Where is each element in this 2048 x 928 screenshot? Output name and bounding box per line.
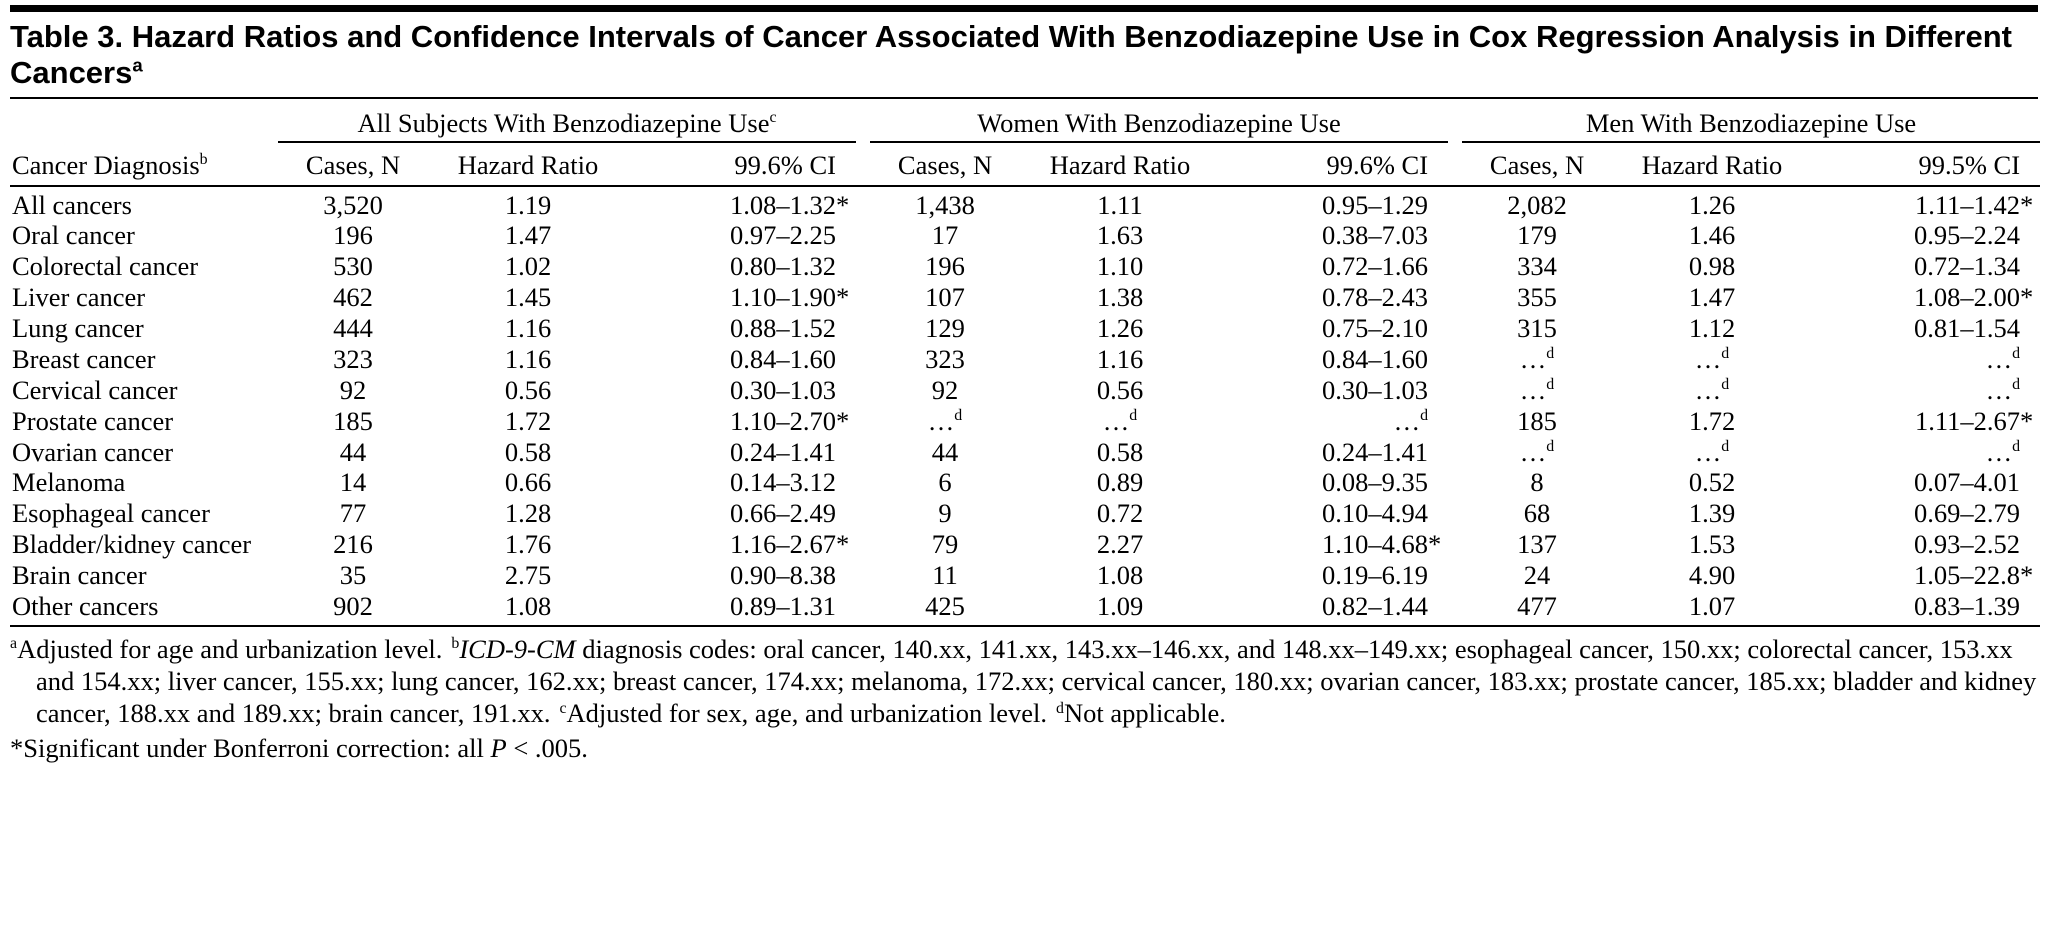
diagnosis-cell: Cervical cancer xyxy=(12,374,178,405)
ci-cell: 0.24–1.41 xyxy=(730,436,836,467)
cases-cell: 35 xyxy=(339,560,367,591)
group-gap xyxy=(1448,529,1462,560)
cases-header: Cases, N xyxy=(870,142,1020,186)
superscript-marker: d xyxy=(1546,375,1555,393)
hazard-ratio-cell: 1.08 xyxy=(428,591,628,626)
hazard-ratio-cell: 1.10 xyxy=(1096,251,1144,282)
ci-cell: …$^d$ xyxy=(1985,436,2021,467)
superscript-marker: c xyxy=(769,108,777,126)
ci-cell: 1.11–1.42* xyxy=(1915,189,2034,220)
ci-cell: 1.10–1.90* xyxy=(730,282,850,313)
ci-header: 99.5% CI xyxy=(1812,142,2040,186)
ci-cell: 0.10–4.94 xyxy=(1322,498,1429,529)
ci-cell: 0.81–1.54 xyxy=(1914,313,2021,344)
ci-cell: 0.95–1.29 xyxy=(1322,189,1429,220)
diagnosis-cell: Colorectal cancer xyxy=(12,251,199,282)
hazard-ratio-table xyxy=(10,99,2040,627)
cases-cell: 3,520 xyxy=(323,189,383,220)
hazard-ratio-cell: 1.39 xyxy=(1688,498,1736,529)
superscript-marker: b xyxy=(199,150,208,168)
group-header-row xyxy=(10,99,2040,142)
table-row xyxy=(10,186,2040,221)
cases-cell: 902 xyxy=(278,591,428,626)
hazard-ratio-header: Hazard Ratio xyxy=(1020,142,1220,186)
superscript-marker: d xyxy=(1721,375,1730,393)
hazard-ratio-cell: 1.02 xyxy=(504,251,552,282)
hazard-ratio-cell: 1.11 xyxy=(1097,189,1143,220)
superscript-marker: d xyxy=(1546,437,1555,455)
hazard-ratio-cell: 0.72 xyxy=(1096,498,1144,529)
ci-cell: 0.97–2.25 xyxy=(730,220,836,251)
group-gap xyxy=(856,498,870,529)
hazard-ratio-cell: 0.98 xyxy=(1688,251,1736,282)
cases-cell: 129 xyxy=(925,313,965,344)
ci-header: 99.6% CI xyxy=(628,142,856,186)
diagnosis-cell: Other cancers xyxy=(10,591,278,626)
column-header-row xyxy=(10,142,2040,186)
hazard-ratio-cell: 1.26 xyxy=(1096,313,1144,344)
hazard-ratio-cell: 1.63 xyxy=(1096,220,1144,251)
hazard-ratio-cell: 1.26 xyxy=(1688,189,1736,220)
superscript-marker: d xyxy=(1721,437,1730,455)
cases-cell: 11 xyxy=(932,560,958,591)
ci-cell: 1.08–1.32* xyxy=(730,189,850,220)
footnote-text: Adjusted for age and urbanization level. xyxy=(17,633,443,664)
cases-cell: 14 xyxy=(339,467,367,498)
hazard-ratio-cell: …$^d$ xyxy=(1102,405,1138,436)
group-header: Men With Benzodiazepine Use xyxy=(1462,99,2040,142)
diagnosis-cell: All cancers xyxy=(12,189,132,220)
table-body xyxy=(10,186,2040,626)
group-gap xyxy=(856,220,870,251)
hazard-ratio-cell: 1.28 xyxy=(504,498,552,529)
ci-cell: 0.84–1.60 xyxy=(1322,343,1429,374)
hazard-ratio-cell: …$^d$ xyxy=(1694,436,1730,467)
ci-cell: 0.88–1.52 xyxy=(730,313,836,344)
hazard-ratio-cell: 0.58 xyxy=(504,436,552,467)
cases-cell: 315 xyxy=(1517,313,1557,344)
cases-cell: 185 xyxy=(333,405,373,436)
group-gap xyxy=(1448,344,1462,375)
cases-cell: …$^d$ xyxy=(927,405,963,436)
superscript-marker: d xyxy=(1129,406,1138,424)
cases-cell: 355 xyxy=(1517,282,1557,313)
group-header: All Subjects With Benzodiazepine Use$^c$ xyxy=(278,99,856,142)
ci-cell: 1.16–2.67* xyxy=(730,529,850,560)
ci-cell: …$^d$ xyxy=(1985,343,2021,374)
ci-cell: 0.69–2.79 xyxy=(1914,498,2021,529)
table-title-text: Table 3. Hazard Ratios and Confidence Intervals of Cancer Associated With Benzodiazepine Use in Cox Regression Analysis in Different Cancers xyxy=(10,19,2012,91)
table-head xyxy=(10,99,2040,186)
ci-cell: 0.95–2.24 xyxy=(1914,220,2021,251)
superscript-marker: d xyxy=(1546,345,1555,363)
table-row xyxy=(10,251,2040,282)
group-gap xyxy=(856,142,870,186)
table-title xyxy=(10,12,2038,97)
hazard-ratio-cell: 0.52 xyxy=(1688,467,1736,498)
cases-cell: 196 xyxy=(925,251,965,282)
hazard-ratio-cell: 2.27 xyxy=(1096,529,1144,560)
hazard-ratio-cell: 1.12 xyxy=(1688,313,1736,344)
hazard-ratio-cell: 1.16 xyxy=(504,343,552,374)
italic-text: P xyxy=(490,732,507,763)
diagnosis-header: Cancer Diagnosis$^b$ xyxy=(10,142,278,186)
cases-cell: 444 xyxy=(333,313,373,344)
table-row xyxy=(10,375,2040,406)
hazard-ratio-cell: 1.08 xyxy=(1096,560,1144,591)
group-gap xyxy=(1448,142,1462,186)
superscript-marker: d xyxy=(2012,375,2021,393)
cases-cell: 323 xyxy=(925,343,965,374)
ci-cell: 0.93–2.52 xyxy=(1914,529,2021,560)
diagnosis-cell: Brain cancer xyxy=(12,560,147,591)
table-row xyxy=(10,313,2040,344)
cases-cell: 185 xyxy=(1517,405,1557,436)
table-row xyxy=(10,560,2040,591)
ci-cell: 0.38–7.03 xyxy=(1322,220,1429,251)
superscript-marker: c xyxy=(559,699,567,717)
group-gap xyxy=(1448,251,1462,282)
ci-cell: 0.75–2.10 xyxy=(1322,313,1429,344)
cases-cell: 2,082 xyxy=(1507,189,1567,220)
group-header: Women With Benzodiazepine Use xyxy=(870,99,1448,142)
group-gap xyxy=(1448,437,1462,468)
cases-cell: 68 xyxy=(1523,498,1551,529)
footnote-significance xyxy=(10,732,2038,764)
cases-cell: 92 xyxy=(339,374,367,405)
ci-cell: 0.82–1.44 xyxy=(1220,591,1448,626)
diagnosis-cell: Breast cancer xyxy=(12,343,156,374)
group-gap xyxy=(1448,591,1462,626)
superscript-marker: d xyxy=(954,406,963,424)
group-gap xyxy=(1448,560,1462,591)
hazard-ratio-cell: …$^d$ xyxy=(1694,374,1730,405)
cases-cell: 425 xyxy=(870,591,1020,626)
ci-cell: 0.84–1.60 xyxy=(730,343,836,374)
hazard-ratio-cell: 0.56 xyxy=(1096,374,1144,405)
group-gap xyxy=(856,344,870,375)
cases-cell: …$^d$ xyxy=(1519,374,1555,405)
ci-cell: 1.05–22.8* xyxy=(1914,560,2034,591)
hazard-ratio-cell: 1.47 xyxy=(504,220,552,251)
group-gap xyxy=(856,467,870,498)
group-gap xyxy=(856,406,870,437)
diagnosis-cell: Melanoma xyxy=(12,467,126,498)
group-gap xyxy=(856,186,870,221)
hazard-ratio-cell: 0.58 xyxy=(1096,436,1144,467)
group-gap xyxy=(856,282,870,313)
cases-header: Cases, N xyxy=(1462,142,1612,186)
cases-cell: 79 xyxy=(931,529,959,560)
hazard-ratio-cell: 2.75 xyxy=(504,560,552,591)
hazard-ratio-cell: 0.56 xyxy=(504,374,552,405)
hazard-ratio-cell: 0.66 xyxy=(504,467,552,498)
cases-cell: 77 xyxy=(339,498,367,529)
group-gap xyxy=(1448,186,1462,221)
ci-cell: 0.08–9.35 xyxy=(1322,467,1429,498)
group-gap xyxy=(856,375,870,406)
group-gap xyxy=(1448,375,1462,406)
footnote-text: Adjusted for sex, age, and urbanization level. xyxy=(566,698,1048,729)
group-gap xyxy=(1448,313,1462,344)
superscript-marker: d xyxy=(1721,345,1730,363)
ci-cell: 0.83–1.39 xyxy=(1812,591,2040,626)
hazard-ratio-header: Hazard Ratio xyxy=(1612,142,1812,186)
diagnosis-cell: Oral cancer xyxy=(12,220,135,251)
hazard-ratio-cell: 1.53 xyxy=(1688,529,1736,560)
table-top-rule xyxy=(10,5,2038,12)
ci-cell: 0.89–1.31 xyxy=(628,591,856,626)
hazard-ratio-cell: 1.72 xyxy=(504,405,552,436)
hazard-ratio-cell: 1.19 xyxy=(504,189,552,220)
ci-cell: 0.78–2.43 xyxy=(1322,282,1429,313)
cases-cell: 24 xyxy=(1523,560,1551,591)
ci-cell: 1.11–2.67* xyxy=(1915,405,2034,436)
group-gap xyxy=(856,99,870,142)
diagnosis-cell: Bladder/kidney cancer xyxy=(12,529,252,560)
hazard-ratio-cell: 1.45 xyxy=(504,282,552,313)
corner-blank xyxy=(10,99,278,142)
superscript-marker: b xyxy=(451,634,460,652)
ci-header: 99.6% CI xyxy=(1220,142,1448,186)
hazard-ratio-cell: 1.38 xyxy=(1096,282,1144,313)
cases-header: Cases, N xyxy=(278,142,428,186)
superscript-marker: a xyxy=(10,634,18,652)
cases-cell: …$^d$ xyxy=(1519,343,1555,374)
cases-cell: 44 xyxy=(339,436,367,467)
cases-cell: 8 xyxy=(1530,467,1544,498)
group-gap xyxy=(856,560,870,591)
table-row xyxy=(10,282,2040,313)
group-gap xyxy=(856,251,870,282)
table-row xyxy=(10,220,2040,251)
ci-cell: 1.10–2.70* xyxy=(730,405,850,436)
cases-cell: 477 xyxy=(1462,591,1612,626)
italic-text: ICD-9-CM xyxy=(459,633,576,664)
ci-cell: 0.72–1.34 xyxy=(1914,251,2021,282)
ci-cell: 0.19–6.19 xyxy=(1322,560,1429,591)
cases-cell: 196 xyxy=(333,220,373,251)
cases-cell: 462 xyxy=(333,282,373,313)
hazard-ratio-cell: 4.90 xyxy=(1688,560,1736,591)
hazard-ratio-cell: …$^d$ xyxy=(1694,343,1730,374)
footnote-text: < .005. xyxy=(506,732,588,763)
ci-cell: 1.10–4.68* xyxy=(1322,529,1442,560)
hazard-ratio-cell: 1.09 xyxy=(1020,591,1220,626)
cases-cell: 107 xyxy=(925,282,965,313)
superscript-marker: d xyxy=(1420,406,1429,424)
cases-cell: 92 xyxy=(931,374,959,405)
hazard-ratio-cell: 1.07 xyxy=(1612,591,1812,626)
ci-cell: 0.80–1.32 xyxy=(730,251,836,282)
hazard-ratio-cell: 1.76 xyxy=(504,529,552,560)
hazard-ratio-cell: 1.16 xyxy=(504,313,552,344)
cases-cell: 334 xyxy=(1517,251,1557,282)
superscript-marker: d xyxy=(2012,437,2021,455)
document-page xyxy=(0,5,2048,764)
ci-cell: 0.90–8.38 xyxy=(730,560,836,591)
hazard-ratio-cell: 1.16 xyxy=(1096,343,1144,374)
group-gap xyxy=(1448,467,1462,498)
group-gap xyxy=(1448,220,1462,251)
superscript-marker: d xyxy=(2012,345,2021,363)
ci-cell: 0.66–2.49 xyxy=(730,498,836,529)
cases-cell: 530 xyxy=(333,251,373,282)
group-gap xyxy=(1448,99,1462,142)
cases-cell: 323 xyxy=(333,343,373,374)
ci-cell: 1.08–2.00* xyxy=(1914,282,2034,313)
ci-cell: 0.72–1.66 xyxy=(1322,251,1429,282)
cases-cell: 1,438 xyxy=(915,189,975,220)
cases-cell: 44 xyxy=(931,436,959,467)
diagnosis-cell: Lung cancer xyxy=(12,313,144,344)
table-row xyxy=(10,344,2040,375)
diagnosis-cell: Esophageal cancer xyxy=(12,498,210,529)
cases-cell: 137 xyxy=(1517,529,1557,560)
footnote-main xyxy=(10,633,2038,730)
footnote-text: Not applicable. xyxy=(1064,698,1226,729)
group-gap xyxy=(1448,282,1462,313)
cases-cell: 216 xyxy=(333,529,373,560)
diagnosis-cell: Liver cancer xyxy=(12,282,146,313)
diagnosis-cell: Prostate cancer xyxy=(12,405,174,436)
table-row xyxy=(10,529,2040,560)
cases-cell: 17 xyxy=(931,220,959,251)
diagnosis-cell: Ovarian cancer xyxy=(12,436,174,467)
footnote-text: *Significant under Bonferroni correction: all xyxy=(10,732,491,763)
group-gap xyxy=(1448,498,1462,529)
ci-cell: 0.30–1.03 xyxy=(1322,374,1429,405)
hazard-ratio-cell: 1.47 xyxy=(1688,282,1736,313)
footnote-text: diagnosis codes: oral cancer, 140.xx, 141.xx, 143.xx–146.xx, and 148.xx–149.xx; esophageal cancer, 150.xx; colorectal cancer, 153.xx and 154.xx; liver cancer, 155.xx; lung cancer, 162.xx; breast cancer, 174.xx; melanoma, 172.xx; cervical cancer, 180.xx; ovarian cancer, 183.xx; prostate cancer, 185.xx; bladder and kidney cancer, 188.xx and 189.xx; brain cancer, 191.xx. xyxy=(36,633,2037,729)
ci-cell: 0.07–4.01 xyxy=(1914,467,2021,498)
group-gap xyxy=(856,437,870,468)
group-gap xyxy=(856,591,870,626)
ci-cell: …$^d$ xyxy=(1393,405,1429,436)
footnotes xyxy=(10,627,2038,764)
table-row xyxy=(10,406,2040,437)
table-row xyxy=(10,498,2040,529)
cases-cell: …$^d$ xyxy=(1519,436,1555,467)
cases-cell: 6 xyxy=(938,467,952,498)
table-row xyxy=(10,591,2040,626)
cases-cell: 179 xyxy=(1517,220,1557,251)
superscript-marker: d xyxy=(1056,699,1064,717)
ci-cell: 0.14–3.12 xyxy=(730,467,836,498)
hazard-ratio-cell: 0.89 xyxy=(1096,467,1144,498)
table-row xyxy=(10,437,2040,468)
group-gap xyxy=(1448,406,1462,437)
table-row xyxy=(10,467,2040,498)
group-gap xyxy=(856,313,870,344)
ci-cell: …$^d$ xyxy=(1985,374,2021,405)
hazard-ratio-header: Hazard Ratio xyxy=(428,142,628,186)
hazard-ratio-cell: 1.72 xyxy=(1688,405,1736,436)
table-title-superscript: a xyxy=(132,54,143,76)
ci-cell: 0.30–1.03 xyxy=(730,374,836,405)
cases-cell: 9 xyxy=(938,498,952,529)
hazard-ratio-cell: 1.46 xyxy=(1688,220,1736,251)
group-gap xyxy=(856,529,870,560)
ci-cell: 0.24–1.41 xyxy=(1322,436,1429,467)
